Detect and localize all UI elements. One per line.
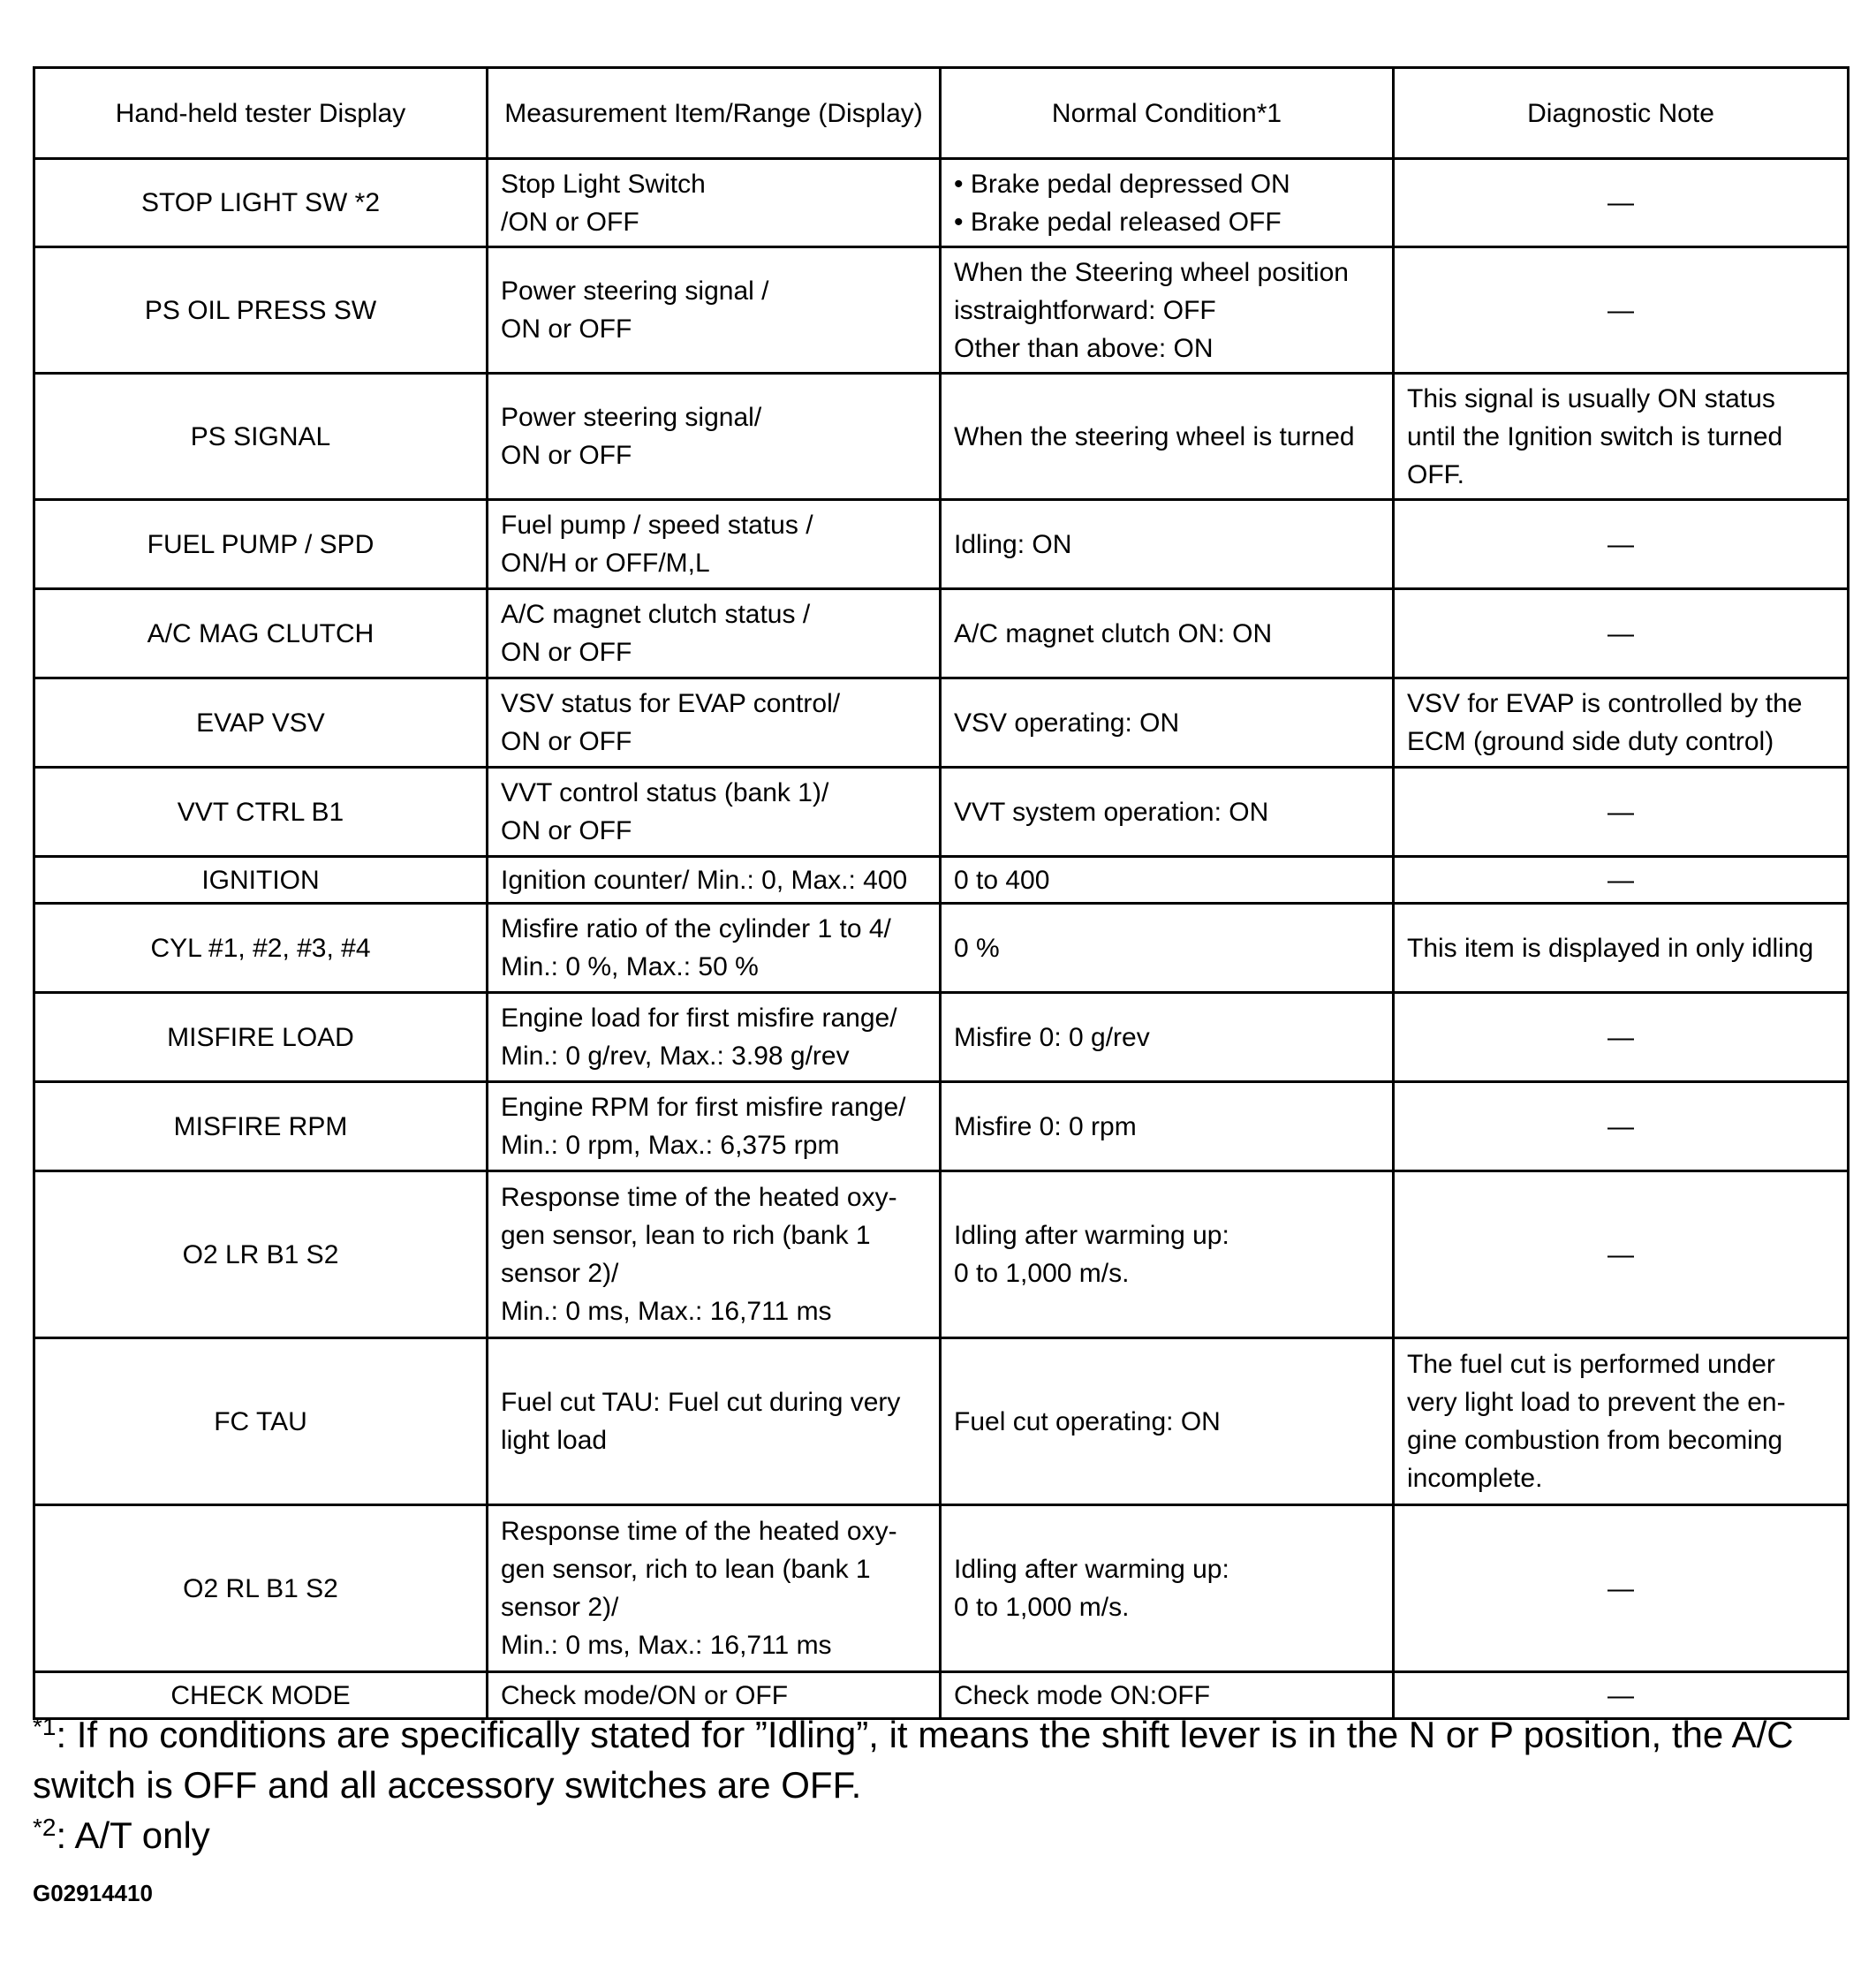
cell-display: PS OIL PRESS SW [34, 247, 488, 374]
cell-measurement [488, 1505, 941, 1672]
cell-diagnostic-note [1394, 857, 1849, 904]
cell-measurement [488, 857, 941, 904]
table-row [34, 159, 1849, 247]
cell-line: gine combustion from becoming [1407, 1426, 1783, 1455]
cell-display: CYL #1, #2, #3, #4 [34, 904, 488, 993]
cell-line: incomplete. [1407, 1464, 1543, 1493]
cell-line: — [1607, 1111, 1634, 1141]
cell-line: 0 to 1,000 m/s. [954, 1593, 1130, 1622]
cell-line: gen sensor, rich to lean (bank 1 [501, 1555, 871, 1584]
cell-line: Check mode/ON or OFF [501, 1680, 789, 1710]
table-body [34, 159, 1849, 1719]
cell-line: — [1607, 1239, 1634, 1269]
cell-line: isstraightforward: OFF [954, 295, 1216, 325]
table-row [34, 857, 1849, 904]
cell-line: Engine load for first misfire range/ [501, 1004, 897, 1033]
cell-display: MISFIRE RPM [34, 1082, 488, 1171]
cell-display: A/C MAG CLUTCH [34, 589, 488, 678]
cell-line: Idling after warming up: [954, 1555, 1229, 1584]
cell-diagnostic-note [1394, 374, 1849, 500]
cell-line: • Brake pedal released OFF [954, 207, 1282, 237]
cell-diagnostic-note [1394, 500, 1849, 589]
cell-line: When the Steering wheel position [954, 257, 1349, 287]
cell-diagnostic-note [1394, 1171, 1849, 1338]
cell-line: ON or OFF [501, 638, 632, 667]
header-measurement: Measurement Item/Range (Display) [488, 68, 941, 159]
cell-line: Min.: 0 %, Max.: 50 % [501, 952, 759, 981]
cell-line: Misfire ratio of the cylinder 1 to 4/ [501, 914, 891, 943]
footnote-2-mark: *2 [33, 1814, 57, 1841]
cell-line: VVT control status (bank 1)/ [501, 778, 829, 807]
cell-measurement [488, 904, 941, 993]
cell-line: OFF. [1407, 459, 1464, 489]
cell-line: very light load to prevent the en- [1407, 1388, 1786, 1417]
cell-line: ECM (ground side duty control) [1407, 727, 1774, 756]
cell-line: Fuel pump / speed status / [501, 511, 813, 540]
figure-id: G02914410 [33, 1880, 153, 1906]
footnote-2-text: : A/T only [56, 1814, 210, 1856]
cell-line: Power steering signal/ [501, 403, 762, 432]
data-list-table [33, 66, 1850, 1720]
cell-measurement [488, 159, 941, 247]
cell-measurement [488, 500, 941, 589]
cell-diagnostic-note [1394, 904, 1849, 993]
cell-line: Other than above: ON [954, 333, 1214, 363]
cell-line: ON or OFF [501, 816, 632, 845]
footnote-1-line2: switch is OFF and all accessory switches are OFF. [33, 1764, 862, 1806]
cell-display: FUEL PUMP / SPD [34, 500, 488, 589]
cell-line: Min.: 0 ms, Max.: 16,711 ms [501, 1631, 832, 1660]
table-row [34, 904, 1849, 993]
cell-normal-condition [941, 500, 1394, 589]
cell-line: Misfire 0: 0 rpm [954, 1111, 1137, 1141]
cell-measurement [488, 768, 941, 857]
cell-line: sensor 2)/ [501, 1593, 619, 1622]
table-row [34, 1082, 1849, 1171]
cell-display: MISFIRE LOAD [34, 993, 488, 1082]
table-row [34, 678, 1849, 768]
cell-line: until the Ignition switch is turned [1407, 421, 1783, 451]
cell-normal-condition [941, 374, 1394, 500]
cell-measurement [488, 678, 941, 768]
cell-diagnostic-note [1394, 159, 1849, 247]
cell-line: gen sensor, lean to rich (bank 1 [501, 1221, 871, 1250]
cell-diagnostic-note [1394, 247, 1849, 374]
cell-normal-condition [941, 904, 1394, 993]
table-header-row [34, 68, 1849, 159]
cell-line: Min.: 0 rpm, Max.: 6,375 rpm [501, 1131, 840, 1160]
cell-line: Engine RPM for first misfire range/ [501, 1093, 906, 1122]
cell-line: 0 % [954, 933, 1000, 963]
cell-line: Idling: ON [954, 529, 1072, 559]
cell-line: — [1607, 529, 1634, 559]
cell-display: O2 LR B1 S2 [34, 1171, 488, 1338]
cell-line: — [1607, 1022, 1634, 1052]
cell-normal-condition [941, 247, 1394, 374]
cell-line: sensor 2)/ [501, 1259, 619, 1288]
cell-line: This signal is usually ON status [1407, 383, 1775, 413]
cell-line: Stop Light Switch [501, 169, 706, 199]
cell-line: ON or OFF [501, 727, 632, 756]
table-row [34, 247, 1849, 374]
cell-normal-condition [941, 857, 1394, 904]
cell-line: Power steering signal / [501, 276, 769, 306]
table-row [34, 589, 1849, 678]
cell-display: O2 RL B1 S2 [34, 1505, 488, 1672]
cell-line: — [1607, 188, 1634, 217]
cell-line: Response time of the heated oxy- [501, 1517, 897, 1546]
table-row [34, 768, 1849, 857]
cell-normal-condition [941, 1505, 1394, 1672]
table-row [34, 993, 1849, 1082]
table-row [34, 500, 1849, 589]
cell-line: — [1607, 1573, 1634, 1603]
cell-normal-condition [941, 1171, 1394, 1338]
cell-measurement [488, 374, 941, 500]
cell-line: 0 to 1,000 m/s. [954, 1259, 1130, 1288]
footnote-2 [33, 1810, 1852, 1860]
cell-line: The fuel cut is performed under [1407, 1350, 1775, 1379]
cell-diagnostic-note [1394, 993, 1849, 1082]
cell-display: VVT CTRL B1 [34, 768, 488, 857]
cell-line: VSV status for EVAP control/ [501, 689, 841, 718]
cell-line: ON/H or OFF/M,L [501, 549, 710, 578]
cell-line: A/C magnet clutch ON: ON [954, 618, 1273, 648]
table-row [34, 1338, 1849, 1505]
cell-display: FC TAU [34, 1338, 488, 1505]
cell-measurement [488, 1338, 941, 1505]
cell-line: VSV for EVAP is controlled by the [1407, 689, 1803, 718]
header-display: Hand-held tester Display [34, 68, 488, 159]
cell-display: PS SIGNAL [34, 374, 488, 500]
cell-line: • Brake pedal depressed ON [954, 169, 1290, 199]
cell-diagnostic-note [1394, 768, 1849, 857]
table-row [34, 1171, 1849, 1338]
table-row [34, 1505, 1849, 1672]
cell-diagnostic-note [1394, 1338, 1849, 1505]
table-row [34, 374, 1849, 500]
cell-line: Check mode ON:OFF [954, 1680, 1211, 1710]
cell-measurement [488, 1082, 941, 1171]
cell-normal-condition [941, 768, 1394, 857]
cell-line: VVT system operation: ON [954, 797, 1269, 827]
cell-line: Min.: 0 ms, Max.: 16,711 ms [501, 1297, 832, 1326]
cell-line: — [1607, 295, 1634, 325]
cell-line: A/C magnet clutch status / [501, 600, 811, 629]
cell-line: — [1607, 797, 1634, 827]
footnote-1-mark: *1 [33, 1713, 57, 1740]
cell-line: Idling after warming up: [954, 1221, 1229, 1250]
cell-normal-condition [941, 1338, 1394, 1505]
cell-line: — [1607, 618, 1634, 648]
footnote-1-line1: : If no conditions are specifically stated for ”Idling”, it means the shift lever is in the N or P position, the A/C [56, 1714, 1794, 1755]
cell-normal-condition [941, 1082, 1394, 1171]
cell-line: ON or OFF [501, 314, 632, 344]
cell-diagnostic-note [1394, 1505, 1849, 1672]
cell-measurement [488, 993, 941, 1082]
cell-diagnostic-note [1394, 1082, 1849, 1171]
header-diagnostic-note: Diagnostic Note [1394, 68, 1849, 159]
cell-measurement [488, 247, 941, 374]
cell-measurement [488, 589, 941, 678]
cell-normal-condition [941, 589, 1394, 678]
cell-normal-condition [941, 678, 1394, 768]
header-normal-condition: Normal Condition*1 [941, 68, 1394, 159]
cell-line: 0 to 400 [954, 865, 1050, 895]
cell-line: — [1607, 1680, 1634, 1710]
cell-line: When the steering wheel is turned [954, 421, 1355, 451]
cell-line: Fuel cut operating: ON [954, 1406, 1221, 1436]
cell-line: Fuel cut TAU: Fuel cut during very [501, 1388, 901, 1417]
cell-diagnostic-note [1394, 678, 1849, 768]
cell-normal-condition [941, 993, 1394, 1082]
cell-measurement [488, 1171, 941, 1338]
footnote-1 [33, 1709, 1852, 1760]
cell-display: EVAP VSV [34, 678, 488, 768]
cell-diagnostic-note [1394, 589, 1849, 678]
cell-line: — [1607, 865, 1634, 895]
cell-display: CHECK MODE [34, 1672, 488, 1719]
cell-line: /ON or OFF [501, 207, 639, 237]
cell-line: VSV operating: ON [954, 708, 1180, 738]
cell-line: Min.: 0 g/rev, Max.: 3.98 g/rev [501, 1042, 850, 1071]
cell-line: This item is displayed in only idling [1407, 933, 1814, 963]
cell-line: Response time of the heated oxy- [501, 1183, 897, 1212]
cell-line: ON or OFF [501, 441, 632, 470]
cell-line: Ignition counter/ Min.: 0, Max.: 400 [501, 865, 908, 895]
cell-line: Misfire 0: 0 g/rev [954, 1022, 1150, 1052]
cell-normal-condition [941, 159, 1394, 247]
footnotes [33, 1709, 1852, 1860]
cell-line: light load [501, 1426, 608, 1455]
cell-display: STOP LIGHT SW *2 [34, 159, 488, 247]
cell-display: IGNITION [34, 857, 488, 904]
